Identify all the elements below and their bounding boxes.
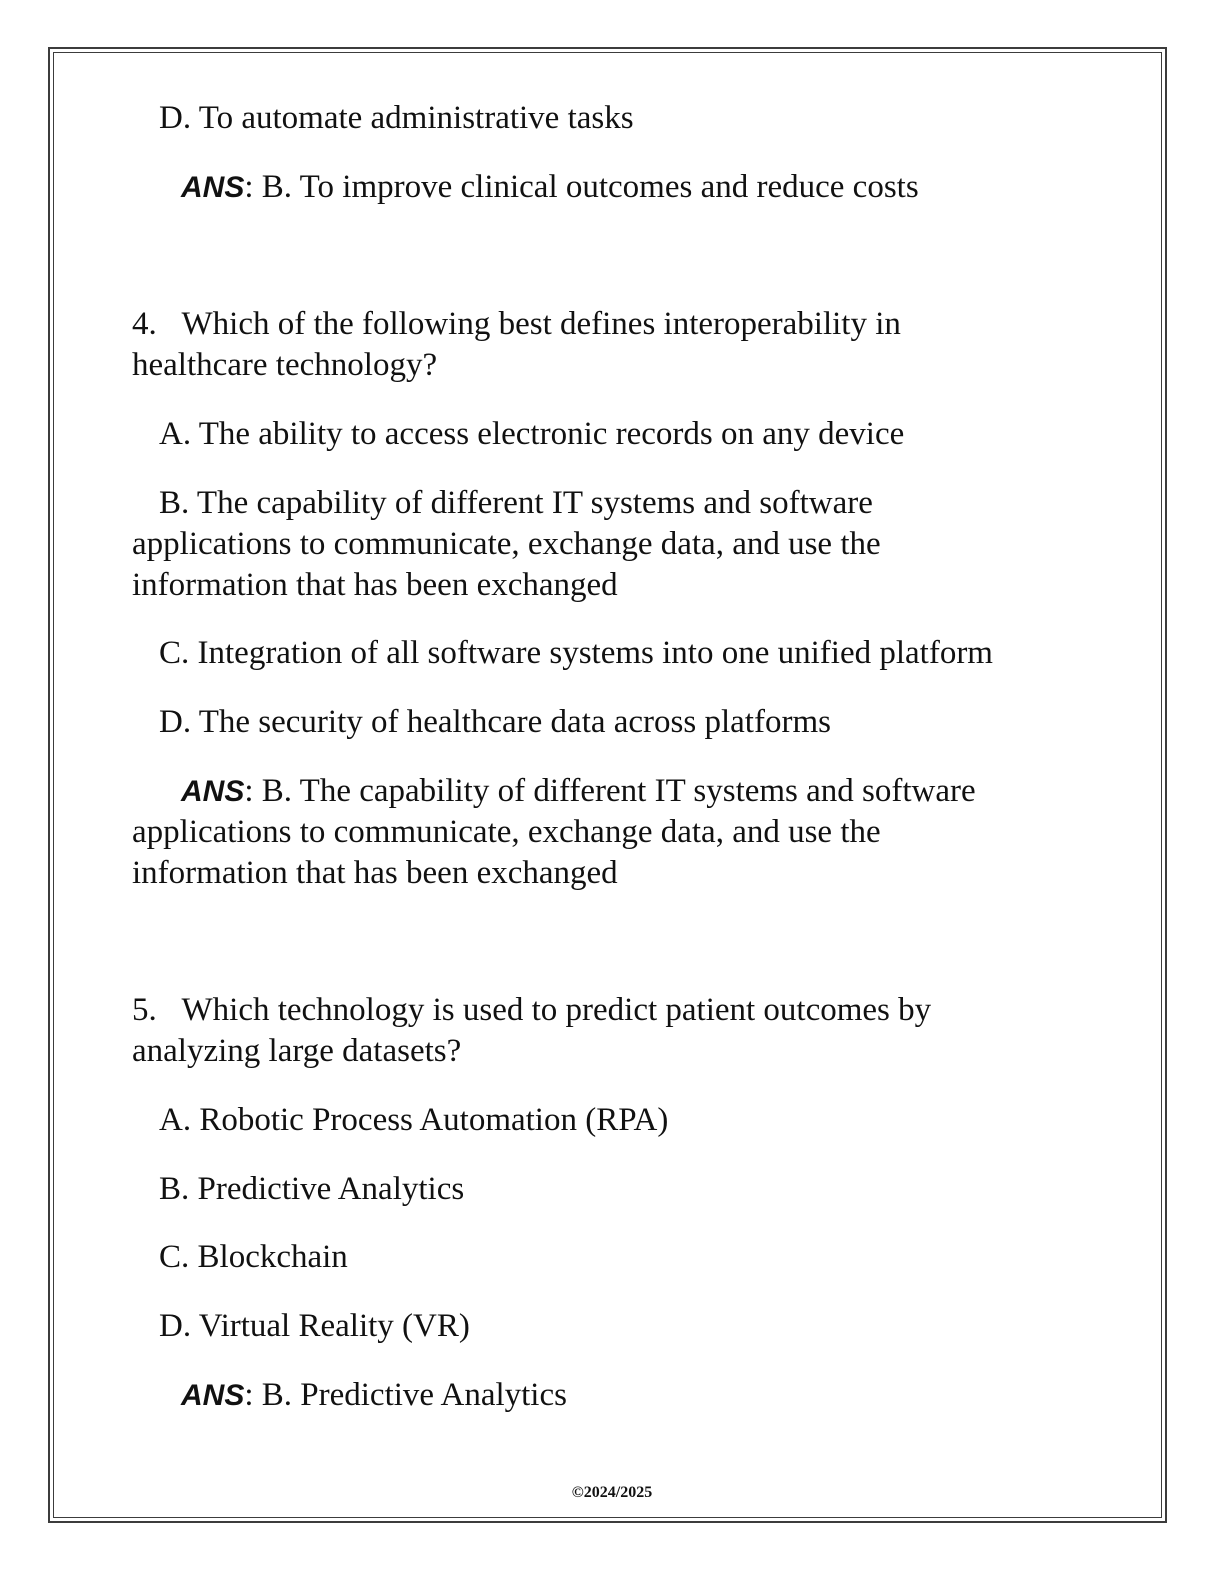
q4-answer-line1: [181, 771, 976, 812]
q4-option-b-line1: B. The capability of different IT systems and software: [159, 485, 873, 521]
q5-answer: [181, 1375, 567, 1416]
q5-option-b: B. Predictive Analytics: [159, 1171, 465, 1207]
q4-question-line1: 4. Which of the following best defines interoperability in: [132, 306, 901, 342]
q5-question-line1: 5. Which technology is used to predict patient outcomes by: [132, 992, 932, 1028]
q4-option-b-line3: information that has been exchanged: [132, 567, 618, 603]
q5-answer-label: ANS: [181, 1379, 245, 1412]
q4-answer-line3: information that has been exchanged: [132, 855, 618, 891]
q3-answer: [181, 167, 919, 208]
q5-answer-text: : B. Predictive Analytics: [244, 1377, 567, 1413]
q4-answer-label: ANS: [181, 775, 245, 808]
q4-option-b-line2: applications to communicate, exchange data, and use the: [132, 526, 881, 562]
q4-option-c: C. Integration of all software systems into one unified platform: [159, 635, 993, 671]
q4-answer-text: : B. The capability of different IT systems and software: [244, 773, 976, 809]
q3-option-d: D. To automate administrative tasks: [159, 100, 634, 136]
q4-option-a: A. The ability to access electronic records on any device: [159, 416, 905, 452]
copyright-footer: ©2024/2025: [571, 1484, 653, 1501]
q5-question-line2: analyzing large datasets?: [132, 1033, 462, 1069]
q5-option-a: A. Robotic Process Automation (RPA): [159, 1102, 669, 1138]
q3-answer-label: ANS: [181, 171, 245, 204]
q3-answer-text: : B. To improve clinical outcomes and reduce costs: [244, 169, 919, 205]
q4-question-line2: healthcare technology?: [132, 347, 438, 383]
q4-option-d: D. The security of healthcare data across platforms: [159, 704, 831, 740]
q4-answer-line2: applications to communicate, exchange data, and use the: [132, 814, 881, 850]
q5-option-d: D. Virtual Reality (VR): [159, 1308, 470, 1344]
q5-option-c: C. Blockchain: [159, 1239, 348, 1275]
